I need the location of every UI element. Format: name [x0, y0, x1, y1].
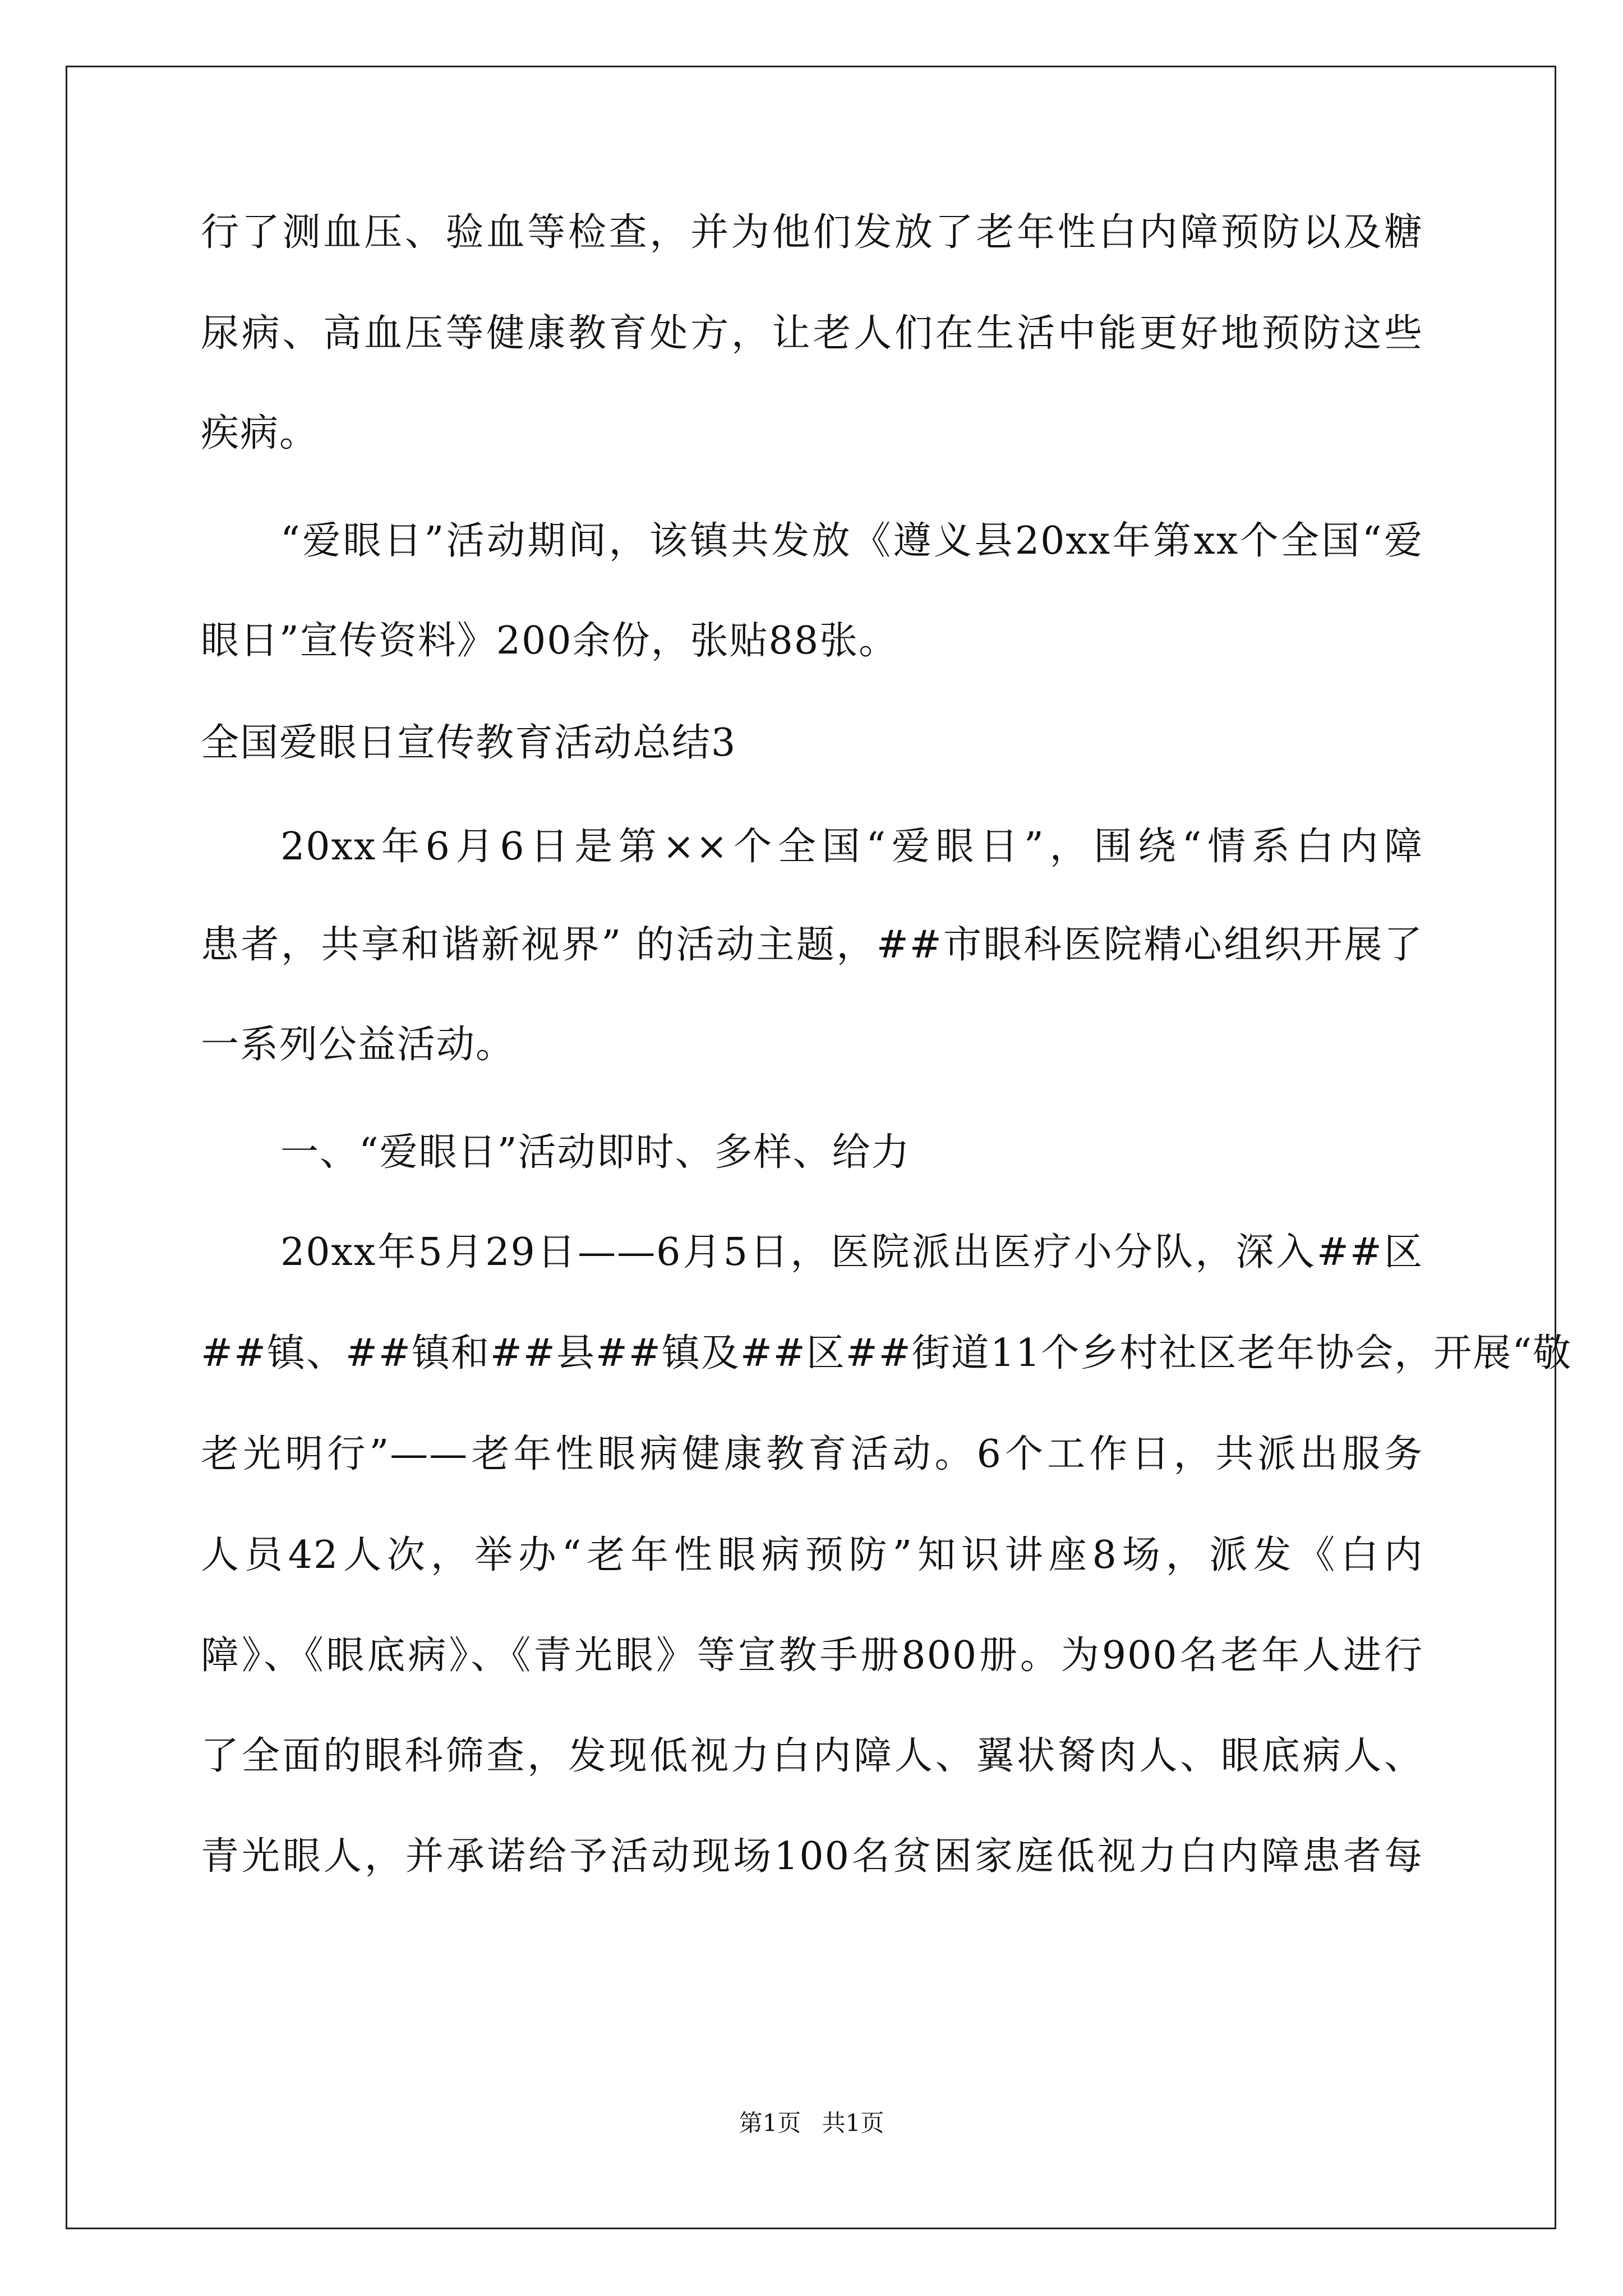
text-line: 患者，共享和谐新视界” 的活动主题，##市眼科医院精心组织开展了 — [201, 923, 1423, 967]
text-line: 了全面的眼科筛查，发现低视力白内障人、翼状胬肉人、眼底病人、 — [201, 1734, 1423, 1778]
text-line: 一系列公益活动。 — [201, 1023, 515, 1067]
text-line: 疾病。 — [201, 411, 319, 455]
text-line: “爱眼日”活动期间，该镇共发放《遵义县20xx年第xx个全国“爱 — [280, 519, 1423, 563]
subsection-heading: 一、“爱眼日”活动即时、多样、给力 — [280, 1130, 911, 1175]
text-line: 尿病、高血压等健康教育处方，让老人们在生活中能更好地预防这些 — [201, 311, 1423, 356]
text-line: 人员42人次，举办“老年性眼病预防”知识讲座8场，派发《白内 — [201, 1533, 1423, 1577]
text-line: 20xx年6月6日是第××个全国“爱眼日”，围绕“情系白内障 — [280, 825, 1423, 869]
text-line: 障》、《眼底病》、《青光眼》等宣教手册800册。为900名老年人进行 — [201, 1634, 1423, 1678]
text-line: 20xx年5月29日——6月5日，医院派出医疗小分队，深入##区 — [280, 1230, 1423, 1274]
page-footer — [0, 2106, 1623, 2140]
text-line: ##镇、##镇和##县##镇及##区##街道11个乡村社区老年协会，开展“敬 — [201, 1331, 1573, 1375]
page-total: 共1页 — [822, 2109, 884, 2137]
text-line: 青光眼人，并承诺给予活动现场100名贫困家庭低视力白内障患者每 — [201, 1834, 1423, 1879]
section-heading: 全国爱眼日宣传教育活动总结3 — [201, 721, 737, 765]
text-line: 行了测血压、验血等检查，并为他们发放了老年性白内障预防以及糖 — [201, 210, 1423, 255]
page-number: 第1页 — [739, 2109, 801, 2137]
text-line: 眼日”宣传资料》200余份，张贴88张。 — [201, 619, 898, 663]
text-line: 老光明行”——老年性眼病健康教育活动。6个工作日，共派出服务 — [201, 1432, 1423, 1476]
